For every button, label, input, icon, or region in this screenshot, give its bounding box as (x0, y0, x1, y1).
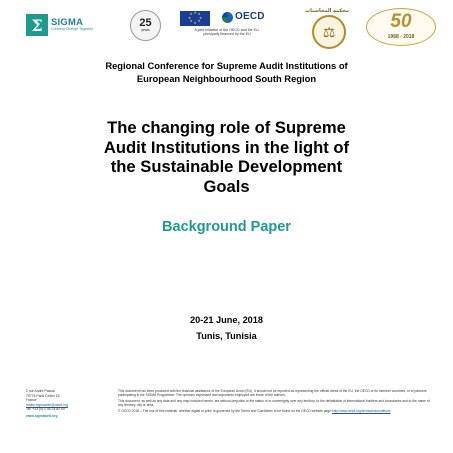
oecd-wordmark: OECD (235, 11, 265, 22)
terms-link[interactable]: http://www.oecd.org/termsandconditions (331, 408, 391, 413)
eu-flag-icon: ★ ★ ★ ★ ★ ★ ★ ★ (180, 11, 210, 26)
legal-paragraph-3 (118, 409, 433, 413)
paper-title-line1: The changing role of Supreme (107, 118, 346, 137)
conference-title-line1: Regional Conference for Supreme Audit Institutions of (105, 60, 348, 71)
joint-text-line1: A joint initiative of the OECD and the EU, (194, 28, 260, 32)
conference-title (60, 60, 393, 85)
footer-legal-notice (118, 389, 433, 414)
conference-title-line2: European Neighbourhood South Region (136, 72, 317, 84)
phone-number: Tel: +33 (0) 1 45 24 82 00 (26, 407, 65, 412)
joint-initiative-text (182, 28, 272, 36)
email-link[interactable]: mailto:sigmaweb@oecd.org (26, 402, 68, 407)
court-of-accounts-logo (303, 8, 351, 48)
anniversary-number: 25 (139, 17, 152, 30)
scales-icon: ⚖ (312, 15, 346, 49)
fifty-years-number: 50 (390, 11, 412, 32)
footer-address (26, 389, 86, 419)
website-link[interactable]: www.sigmaweb.org (26, 413, 58, 418)
sigma-tagline: Creating Change Together (51, 27, 94, 32)
oecd-globe-icon (222, 12, 233, 23)
fifty-years-range: 1968 - 2018 (387, 34, 415, 40)
court-arabic-name: محكمة المحاسبات (305, 8, 349, 14)
anniversary-25-logo (130, 10, 161, 41)
sigma-icon: Σ (26, 14, 48, 36)
sigma-logo (26, 12, 106, 38)
address-line3: France (26, 398, 37, 403)
paper-title (70, 118, 383, 196)
legal-paragraph-1: This document has been produced with the financial assistance of the European Union (EU). It should not be reported as representing the official views of the EU, the OECD or its member countries, or of partners participating in the SIGMA Programme. The opinions expressed and arguments employed are those of the authors. (118, 389, 427, 398)
event-date: 20-21 June, 2018 (189, 315, 264, 325)
sigma-wordmark (51, 18, 93, 32)
address-line2: 75775 Paris Cedex 16 (26, 393, 60, 398)
fifty-years-logo (366, 8, 436, 46)
address-line1: 2 rue André Pascal (26, 389, 55, 393)
joint-text-line2: principally financed by the EU (203, 32, 251, 37)
paper-title-line2: Audit Institutions in the light of (103, 137, 350, 157)
anniversary-word: years (141, 28, 150, 33)
paper-title-line4: Goals (203, 176, 250, 196)
legal-paragraph-3-text: © OECD 2018 – The use of this material, whether digital or print, is governed by the Terms and Conditions to be found on the OECD website page (118, 408, 332, 413)
event-place: Tunis, Tunisia (196, 331, 257, 341)
paper-title-line3: the Sustainable Development (110, 157, 343, 176)
legal-paragraph-2: This document, as well as any data and any map included herein, are without prejudice to the status of or sovereignty over any territory, to the delimitation of international frontiers and boundaries and to the name of any territory, city or area. (118, 398, 430, 408)
sigma-name: SIGMA (51, 16, 84, 28)
paper-subtitle: Background Paper (162, 219, 291, 235)
eu-oecd-logo (180, 11, 274, 47)
